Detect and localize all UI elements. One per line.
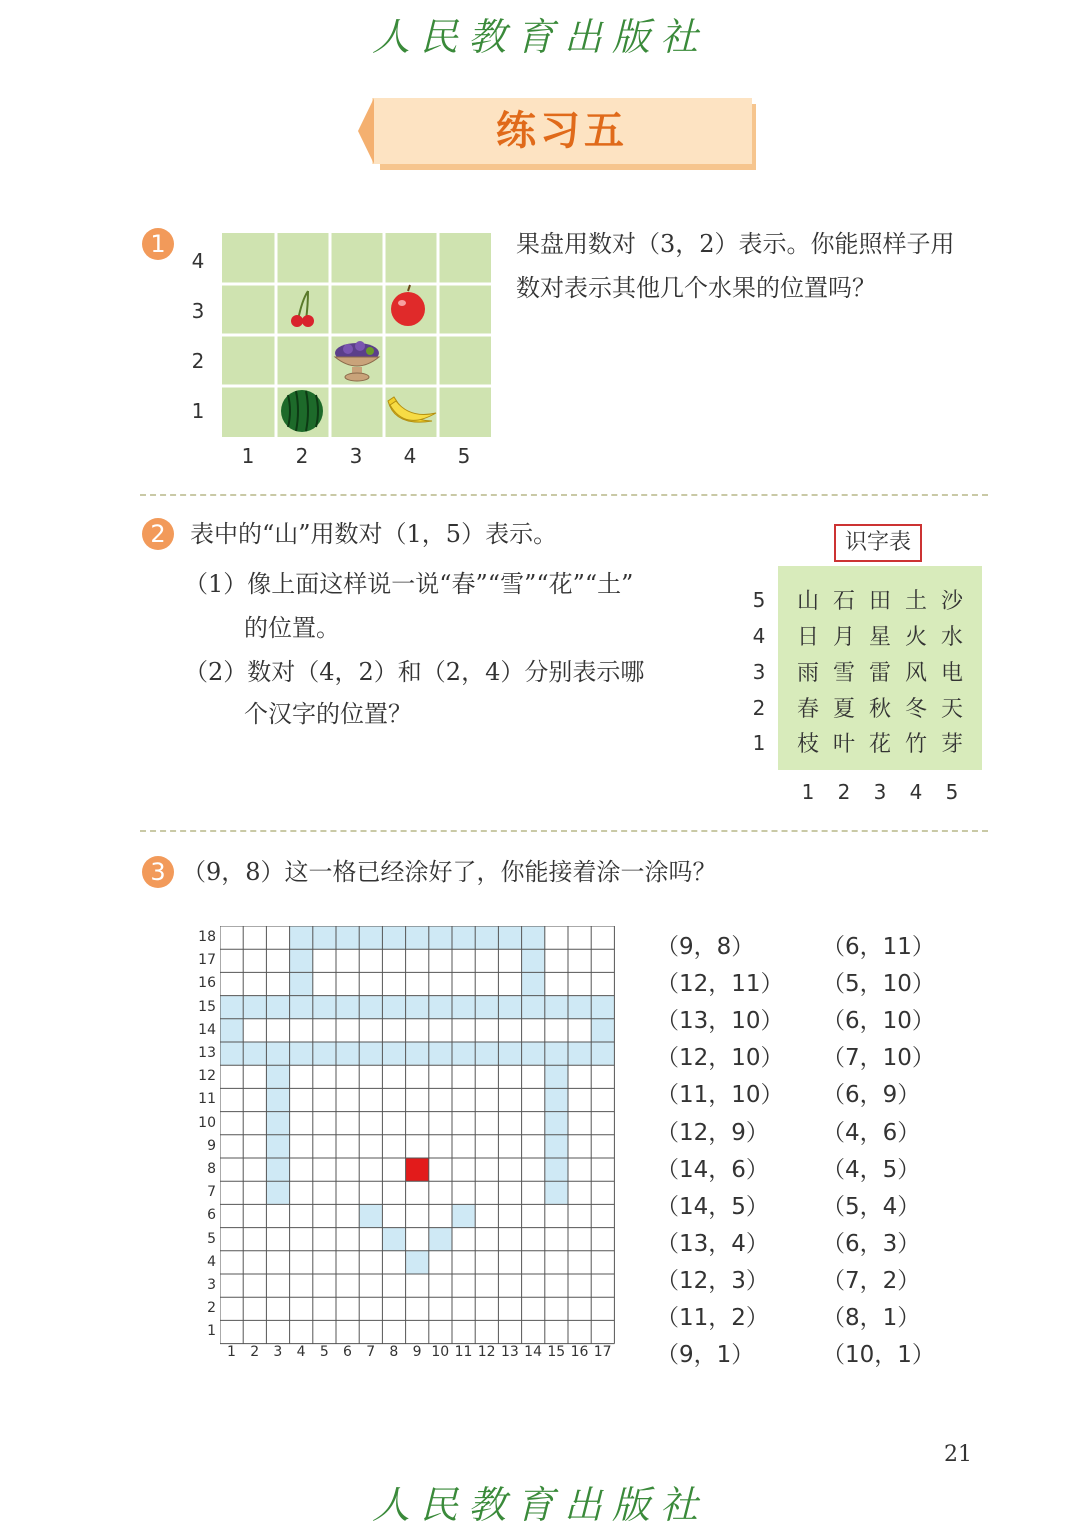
coord-item: （9，1） (656, 1342, 755, 1369)
shaded-cell (290, 996, 313, 1019)
shaded-cell (452, 1042, 475, 1065)
shaded-cell (591, 1042, 614, 1065)
shaded-cell (568, 1042, 591, 1065)
shaded-cell (290, 972, 313, 995)
coord-item: （12，11） (656, 971, 784, 998)
shaded-cell (591, 1019, 614, 1042)
char-cell: 芽 (940, 732, 963, 757)
grid-y-label: 15 (198, 998, 216, 1015)
q1-text-line1: 果盘用数对（3，2）表示。你能照样子用 (516, 230, 955, 258)
shaded-cell (545, 1181, 568, 1204)
watermelon-icon (281, 390, 323, 432)
page-title: 练习五 (496, 107, 628, 154)
q1-y-label: 3 (191, 299, 205, 323)
coord-item: （13，10） (656, 1008, 784, 1035)
q2-sub2-line1: （2）数对（4，2）和（2，4）分别表示哪 (184, 658, 645, 686)
grid-y-label: 2 (207, 1300, 216, 1317)
char-cell: 秋 (868, 697, 891, 722)
shaded-cell (220, 996, 243, 1019)
shaded-cell (545, 1088, 568, 1111)
char-cell: 土 (904, 589, 927, 614)
q2-x-label: 2 (837, 780, 851, 804)
question-3-number: 3 (142, 856, 174, 888)
coord-item: （5，4） (822, 1193, 921, 1220)
q3-text: （9，8）这一格已经涂好了，你能接着涂一涂吗？ (182, 858, 717, 886)
grid-x-label: 9 (412, 1344, 422, 1360)
shaded-cell (220, 1042, 243, 1065)
shaded-cell (452, 1204, 475, 1227)
grid-y-label: 18 (198, 929, 216, 945)
shaded-cell (336, 1042, 359, 1065)
grid-x-label: 3 (273, 1344, 283, 1360)
grid-y-label: 3 (207, 1277, 216, 1293)
shaded-cell (266, 1042, 289, 1065)
q1-y-label: 1 (191, 399, 205, 423)
coord-item: （6，3） (822, 1230, 921, 1257)
shaded-cell (522, 926, 545, 949)
q2-y-label: 1 (752, 731, 766, 755)
shaded-cell (290, 926, 313, 949)
fruit-grid (180, 225, 500, 475)
char-cell: 天 (940, 697, 963, 722)
grid-y-label: 9 (207, 1137, 216, 1154)
coord-item: （14，6） (656, 1156, 769, 1183)
coord-item: （5，10） (822, 971, 935, 998)
q2-x-label: 4 (909, 780, 923, 804)
shaded-cell (452, 996, 475, 1019)
coord-item: （6，11） (822, 934, 935, 960)
q1-x-label: 4 (403, 444, 417, 468)
coord-item: （4，6） (822, 1119, 921, 1146)
shaded-cell (591, 996, 614, 1019)
publisher-footer: 人民教育出版社 (371, 1483, 708, 1527)
char-cell: 电 (940, 661, 963, 686)
shaded-cell (220, 1019, 243, 1042)
shaded-cell (498, 1042, 521, 1065)
q1-y-label: 4 (191, 249, 205, 273)
shaded-cell (545, 1042, 568, 1065)
shaded-cell (475, 996, 498, 1019)
grid-y-label: 5 (207, 1230, 216, 1247)
shaded-cell (266, 1181, 289, 1204)
grid-x-label: 14 (524, 1344, 542, 1360)
highlight-cell (406, 1158, 429, 1181)
shaded-cell (429, 996, 452, 1019)
char-cell: 石 (832, 589, 855, 614)
char-cell: 竹 (904, 732, 927, 757)
q2-x-label: 3 (873, 780, 887, 804)
grid-x-label: 15 (547, 1344, 566, 1360)
q2-x-label: 5 (945, 780, 959, 804)
char-cell: 火 (904, 625, 927, 650)
shaded-cell (290, 949, 313, 972)
shaded-cell (359, 996, 382, 1019)
shaded-cell (243, 996, 266, 1019)
char-cell: 夏 (832, 697, 855, 722)
shaded-cell (475, 926, 498, 949)
shaded-cell (498, 926, 521, 949)
shaded-cell (406, 926, 429, 949)
coord-item: （6，9） (822, 1082, 921, 1109)
grid-x-label: 11 (454, 1344, 473, 1360)
shaded-cell (266, 1088, 289, 1111)
grid-x-label: 12 (477, 1344, 496, 1360)
page-number: 21 (944, 1442, 972, 1467)
coord-item: （11，2） (656, 1305, 769, 1331)
shaded-cell (406, 996, 429, 1019)
grid-y-label: 16 (198, 975, 216, 992)
q2-y-label: 3 (752, 660, 766, 684)
coord-item: （4，5） (822, 1156, 921, 1183)
shaded-cell (406, 1042, 429, 1065)
shaded-cell (406, 1251, 429, 1274)
shaded-cell (313, 996, 336, 1019)
q1-x-label: 2 (295, 444, 309, 468)
char-cell: 春 (796, 697, 819, 722)
shaded-cell (336, 926, 359, 949)
grid-x-label: 2 (250, 1344, 260, 1360)
char-cell: 雪 (832, 661, 855, 686)
char-cell: 日 (796, 625, 819, 650)
coord-item: （12，10） (656, 1045, 784, 1072)
shaded-cell (382, 1228, 405, 1251)
shaded-cell (429, 1228, 452, 1251)
char-cell: 沙 (940, 589, 963, 614)
char-cell: 叶 (832, 732, 855, 757)
coord-item: （10，1） (822, 1342, 935, 1369)
grid-x-label: 4 (296, 1344, 306, 1360)
q2-sub2-line2: 个汉字的位置？ (244, 700, 412, 728)
coord-item: （12，3） (656, 1267, 769, 1294)
shaded-cell (266, 996, 289, 1019)
grid-y-label: 13 (198, 1045, 216, 1061)
grid-y-label: 12 (198, 1068, 216, 1085)
coord-item: （14，5） (656, 1193, 769, 1220)
coord-item: （13，4） (656, 1230, 769, 1257)
grid-x-label: 16 (570, 1344, 589, 1360)
char-cell: 花 (868, 732, 891, 757)
question-1-number: 1 (142, 228, 174, 260)
char-cell: 风 (904, 661, 927, 686)
grid-y-label: 4 (207, 1253, 216, 1270)
shaded-cell (382, 996, 405, 1019)
char-cell: 水 (940, 625, 963, 650)
shaded-cell (266, 1112, 289, 1135)
shaded-cell (266, 1158, 289, 1181)
shaded-cell (545, 1112, 568, 1135)
char-cell: 冬 (904, 697, 927, 722)
shaded-cell (382, 926, 405, 949)
grid-y-label: 1 (207, 1323, 216, 1340)
char-cell: 枝 (796, 732, 819, 757)
grid-y-label: 17 (198, 952, 216, 969)
shaded-cell (429, 1042, 452, 1065)
shaded-cell (336, 996, 359, 1019)
shaded-cell (266, 1065, 289, 1088)
q1-y-label: 2 (191, 349, 205, 373)
shaded-cell (545, 1158, 568, 1181)
coord-item: （6，10） (822, 1008, 935, 1035)
shaded-cell (545, 996, 568, 1019)
grid-y-label: 8 (207, 1161, 216, 1177)
q2-sub1-line2: 的位置。 (244, 614, 340, 642)
coloring-grid (220, 926, 616, 1346)
shaded-cell (313, 926, 336, 949)
q1-x-label: 1 (241, 444, 255, 468)
shaded-cell (290, 1042, 313, 1065)
char-cell: 雷 (868, 661, 891, 686)
shaded-cell (498, 996, 521, 1019)
shaded-cell (522, 949, 545, 972)
shaded-cell (382, 1042, 405, 1065)
shaded-cell (452, 926, 475, 949)
grid-x-label: 13 (500, 1344, 519, 1360)
coord-item: （7，2） (822, 1267, 921, 1294)
q1-x-label: 5 (457, 444, 471, 468)
shaded-cell (545, 1135, 568, 1158)
grid-y-label: 6 (207, 1207, 216, 1224)
shaded-cell (243, 1042, 266, 1065)
coord-item: （7，10） (822, 1045, 935, 1072)
char-table-label: 识字表 (834, 524, 922, 562)
q2-y-label: 4 (752, 624, 766, 648)
char-cell: 星 (868, 625, 891, 650)
q2-y-label: 2 (752, 696, 766, 720)
q2-sub1-line1: （1）像上面这样说一说“春”“雪”“花”“土” (184, 570, 634, 598)
char-cell: 田 (868, 589, 891, 614)
shaded-cell (313, 1042, 336, 1065)
q1-x-label: 3 (349, 444, 363, 468)
grid-x-label: 5 (319, 1344, 329, 1360)
q1-text-line2: 数对表示其他几个水果的位置吗？ (516, 274, 876, 302)
section-divider (140, 830, 988, 832)
grid-x-label: 17 (593, 1344, 612, 1360)
char-cell: 雨 (796, 661, 819, 686)
shaded-cell (266, 1135, 289, 1158)
shaded-cell (522, 972, 545, 995)
coord-item: （9，8） (656, 934, 755, 960)
shaded-cell (359, 1204, 382, 1227)
q2-intro: 表中的“山”用数对（1，5）表示。 (190, 520, 558, 548)
shaded-cell (429, 926, 452, 949)
coord-item: （11，10） (656, 1082, 784, 1109)
grid-x-label: 10 (431, 1344, 450, 1360)
grid-x-label: 6 (343, 1344, 352, 1360)
shaded-cell (475, 1042, 498, 1065)
grid-y-label: 11 (198, 1091, 216, 1108)
grid-y-label: 14 (198, 1021, 216, 1038)
grid-y-label: 7 (207, 1184, 216, 1201)
shaded-cell (359, 1042, 382, 1065)
grid-x-label: 1 (227, 1344, 236, 1360)
section-divider (140, 494, 988, 496)
coord-item: （12，9） (656, 1119, 769, 1146)
shaded-cell (545, 1065, 568, 1088)
shaded-cell (568, 996, 591, 1019)
char-cell: 山 (796, 589, 819, 614)
question-2-number: 2 (142, 518, 174, 550)
char-cell: 月 (832, 625, 855, 650)
coord-item: （8，1） (822, 1305, 921, 1331)
shaded-cell (522, 996, 545, 1019)
grid-x-label: 8 (389, 1344, 399, 1360)
grid-y-label: 10 (198, 1114, 216, 1131)
shaded-cell (359, 926, 382, 949)
grid-x-label: 7 (366, 1344, 376, 1360)
q2-x-label: 1 (801, 780, 815, 804)
shaded-cell (522, 1042, 545, 1065)
publisher-header: 人民教育出版社 (371, 15, 708, 59)
q2-y-label: 5 (752, 588, 766, 612)
